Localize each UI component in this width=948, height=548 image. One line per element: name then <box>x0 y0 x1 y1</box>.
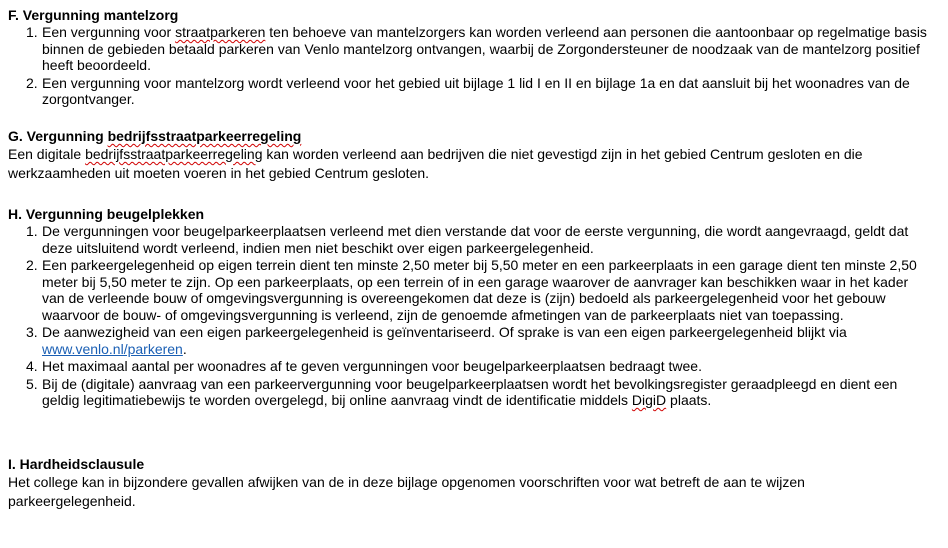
section-f-heading <box>8 6 928 24</box>
list-number: 4. <box>26 358 38 374</box>
spellcheck-word: DigiD <box>631 392 667 408</box>
section-g-heading <box>8 127 928 145</box>
spellcheck-word: bedrijfsstraatparkeerregeling <box>85 146 263 162</box>
section-f-list <box>8 24 928 108</box>
item-text: Een vergunning voor mantelzorg wordt verleend voor het gebied uit bijlage 1 lid I en II en bijlage 1a en dat aansluit bij het woonadres van de zorgontvanger. <box>42 74 910 107</box>
item-text: Een parkeergelegenheid op eigen terrein dient ten minste 2,50 meter bij 5,50 meter en een parkeerplaats in een garage dient ten minste 2,50 meter bij 5,50 meter te zijn. Op een parkeerplaats, op een terrein of in een garage waarover de aanvrager kan beschikken waar in het kader van de verleende bouw of omgevingsvergunning is overeengekomen dat deze is (zijn) bedoeld als parkeergelegenheid voor het gebouw waarvoor de bouw- of omgevingsvergunning is verleend, zijn de genoemde afmetingen van de parkeerplaats niet van toepassing. <box>42 257 917 323</box>
section-f-heading-rest: mantelzorg <box>103 7 179 23</box>
list-number: 2. <box>26 257 38 273</box>
section-i <box>8 455 928 511</box>
paragraph-text: Een digitale <box>8 146 86 162</box>
section-i-paragraph: Het college kan in bijzondere gevallen afwijken van de in deze bijlage opgenomen voorschriften voor wat betreft de aan te wijzen parkeergelegenheid. <box>8 474 805 509</box>
list-number: 1. <box>26 24 38 40</box>
item-text: ten behoeve van mantelzorgers kan worden verleend aan personen die aantoonbaar op regelmatige basis binnen de gebieden betaald parkeren van Venlo mantelzorg ontvangen, waarbij de Zorgondersteuner de noodzaak van de mantelzorg positief heeft beoordeeld. <box>42 24 927 73</box>
list-item <box>8 324 928 357</box>
list-item <box>8 223 928 256</box>
item-text: Een vergunning voor <box>42 24 176 40</box>
list-item <box>8 257 928 323</box>
paragraph-text: kan worden verleend aan bedrijven die niet gevestigd zijn in het gebied Centrum gesloten en die werkzaamheden uit moeten voeren in het gebied Centrum gesloten. <box>8 146 863 181</box>
section-h-list <box>8 223 928 409</box>
list-number: 3. <box>26 324 38 340</box>
list-item <box>8 358 928 375</box>
list-number: 1. <box>26 223 38 239</box>
item-text: De vergunningen voor beugelparkeerplaatsen verleend met dien verstande dat voor de eerste vergunning, die wordt aangevraagd, geldt dat deze uitsluitend wordt verleend, indien men niet beschikt over eigen parkeergelegenheid. <box>42 223 909 256</box>
list-item <box>8 376 928 409</box>
list-item <box>8 75 928 108</box>
item-text: De aanwezigheid van een eigen parkeergelegenheid is geïnventariseerd. Of sprake is van een eigen parkeergelegenheid blijkt via <box>42 324 847 340</box>
item-text: plaats. <box>666 392 712 408</box>
section-g <box>8 127 928 183</box>
spellcheck-word: bedrijfsstraatparkeerregeling <box>107 128 302 144</box>
spellcheck-word: straatparkeren <box>175 24 266 40</box>
list-number: 5. <box>26 375 38 392</box>
list-number: 2. <box>26 74 38 91</box>
section-f <box>8 6 928 109</box>
list-item <box>8 24 928 74</box>
item-text: Het maximaal aantal per woonadres af te geven vergunningen voor beugelparkeerplaatsen bedraagt twee. <box>42 358 702 374</box>
section-h-heading: H. Vergunning beugelplekken <box>8 206 205 222</box>
section-h <box>8 205 928 410</box>
section-f-heading-prefix: F. Vergunning <box>8 7 104 23</box>
section-i-heading: I. Hardheidsclausule <box>8 456 145 472</box>
item-text: . <box>182 340 187 357</box>
section-g-heading-prefix: G. Vergunning <box>8 128 108 144</box>
section-g-paragraph <box>8 145 928 183</box>
venlo-parkeren-link[interactable]: www.venlo.nl/parkeren <box>42 340 183 357</box>
item-text: Bij de (digitale) aanvraag van een parkeervergunning voor beugelparkeerplaatsen wordt het bevolkingsregister geraadpleegd en dient een geldig legitimatiebewijs te worden overgelegd, bij online aanvraag vindt de identificatie middels <box>42 375 898 408</box>
